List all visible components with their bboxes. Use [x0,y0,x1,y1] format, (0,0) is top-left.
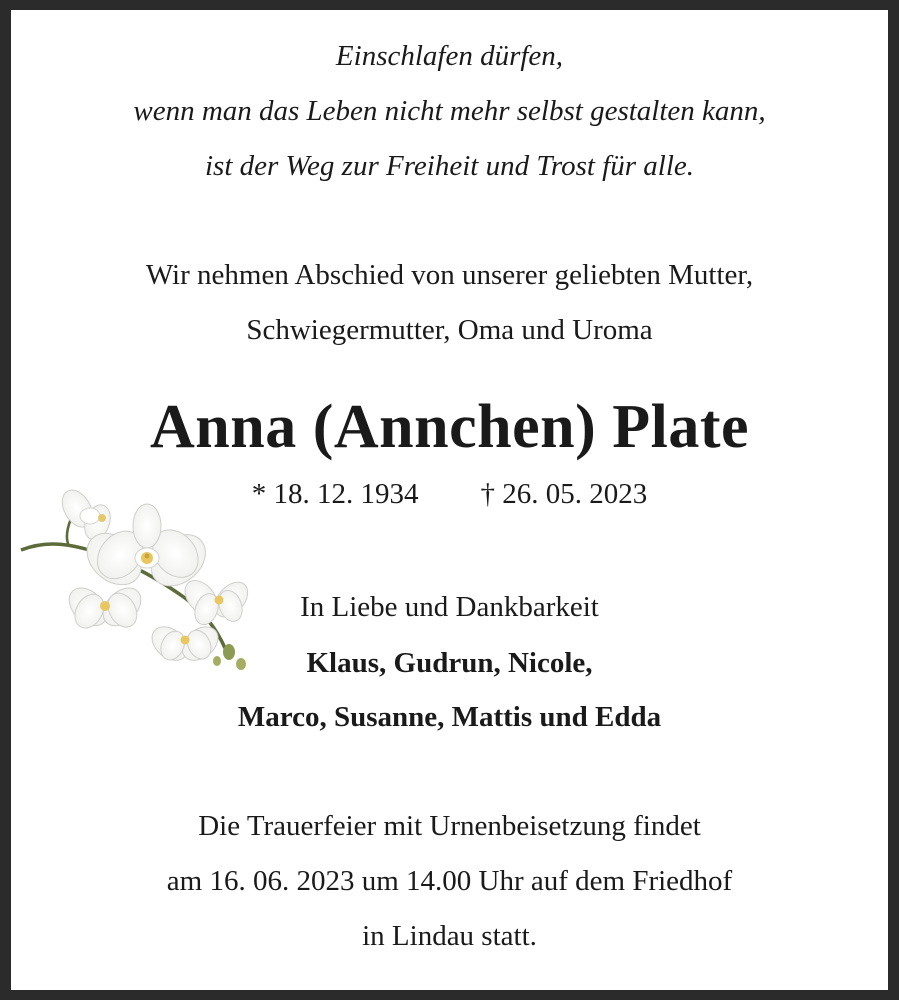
poem-line-1: Einschlafen dürfen, [335,40,564,72]
intro-line-2: Schwiegermutter, Oma und Uroma [246,314,653,346]
intro-line-1: Wir nehmen Abschied von unserer geliebten Mutter, [145,259,754,291]
mourners-names-2: Marco, Susanne, Mattis und Edda [237,701,662,733]
birth-date: * 18. 12. 1934 [251,478,419,510]
funeral-line-3: in Lindau statt. [362,920,537,952]
poem-line-3: ist der Weg zur Freiheit und Trost für alle. [205,150,694,182]
funeral-line-1: Die Trauerfeier mit Urnenbeisetzung findet [198,810,701,842]
poem-line-2: wenn man das Leben nicht mehr selbst gestalten kann, [133,95,766,127]
funeral-line-2: am 16. 06. 2023 um 14.00 Uhr auf dem Friedhof [166,865,733,897]
deceased-name: Anna (Annchen) Plate [149,393,750,461]
mourners-phrase: In Liebe und Dankbarkeit [300,591,599,623]
obituary-notice [11,10,888,990]
mourners-names-1: Klaus, Gudrun, Nicole, [306,647,593,679]
death-date: † 26. 05. 2023 [480,478,648,510]
orchid-icon [17,476,252,671]
